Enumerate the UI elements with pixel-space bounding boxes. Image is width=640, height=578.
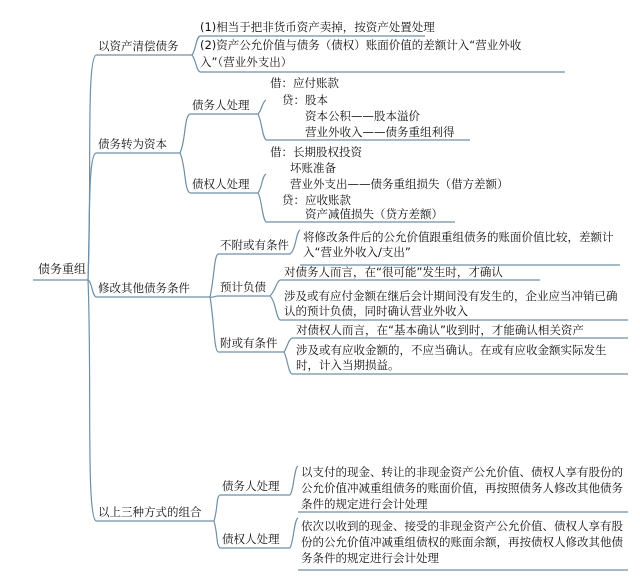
debtor-entry-4: 营业外收入——债务重组利得: [305, 125, 455, 139]
creditor-treatment-label: 债权人处理: [192, 177, 250, 191]
branch-label-combination: 以上三种方式的组合: [98, 505, 202, 519]
creditor-entry-4: 贷：应收账款: [282, 193, 351, 207]
debtor-treatment-label: 债务人处理: [192, 98, 250, 112]
creditor-entry-1: 借：长期股权投资: [270, 145, 362, 159]
branch1-line-3: 入”（营业外支出）: [200, 55, 293, 69]
contingent-text-2: 涉及或有应收金额的，不应当确认。在或有应收金额实际发生时，计入当期损益。: [296, 343, 607, 372]
combo-creditor-text: 依次以收到的现金、接受的非现金资产公允价值、债权人享有股份的公允价值冲减重组债权的账面余额，再按债权人修改其他债务条件的规定进行会计处理: [301, 519, 623, 565]
combo-creditor-label: 债权人处理: [222, 532, 280, 546]
branch-label-debt-to-equity: 债务转为资本: [98, 137, 167, 151]
creditor-entry-2: 坏账准备: [290, 161, 336, 175]
provision-text-2: 涉及或有应付金额在继后会计期间没有发生的，企业应当冲销已确认的预计负债，同时确认营业外收入: [284, 289, 618, 318]
creditor-entry-5: 资产减值损失（贷方差额）: [305, 207, 443, 221]
no-contingency-text: 将修改条件后的公允价值跟重组债务的账面价值比较，差额计入“营业外收入/支出”: [303, 230, 614, 259]
provision-text-1: 对债务人而言，在“很可能”发生时，才确认: [284, 265, 503, 279]
debtor-entry-3: 资本公积——股本溢价: [305, 109, 420, 123]
debtor-entry-1: 借：应付账款: [270, 76, 339, 90]
branch-label-modify-terms: 修改其他债务条件: [98, 281, 190, 295]
combo-debtor-text: 以支付的现金、转让的非现金资产公允价值、债权人享有股份的公允价值冲减重组债务的账面价值，再按照债务人修改其他债务条件的规定进行会计处理: [301, 465, 623, 511]
combo-debtor-label: 债务人处理: [222, 479, 280, 493]
contingent-label: 附或有条件: [220, 336, 278, 350]
provision-label: 预计负债: [220, 280, 266, 294]
branch1-line-1: (1)相当于把非货币资产卖掉，按资产处置处理: [200, 20, 435, 34]
debtor-entry-2: 贷：股本: [282, 93, 328, 107]
branch1-line-2: (2)资产公允价值与债务（债权）账面价值的差额计入“营业外收: [200, 38, 522, 52]
branch-label-asset-settlement: 以资产清偿债务: [98, 39, 179, 53]
link-root-branch3: [88, 280, 96, 297]
no-contingency-label: 不附或有条件: [220, 238, 289, 252]
root-node-label: 债务重组: [38, 262, 87, 276]
link-root-branch4: [88, 280, 96, 521]
contingent-text-1: 对债权人而言，在“基本确认”收到时，才能确认相关资产: [296, 323, 584, 337]
creditor-entry-3: 营业外支出——债务重组损失（借方差额）: [290, 177, 509, 191]
